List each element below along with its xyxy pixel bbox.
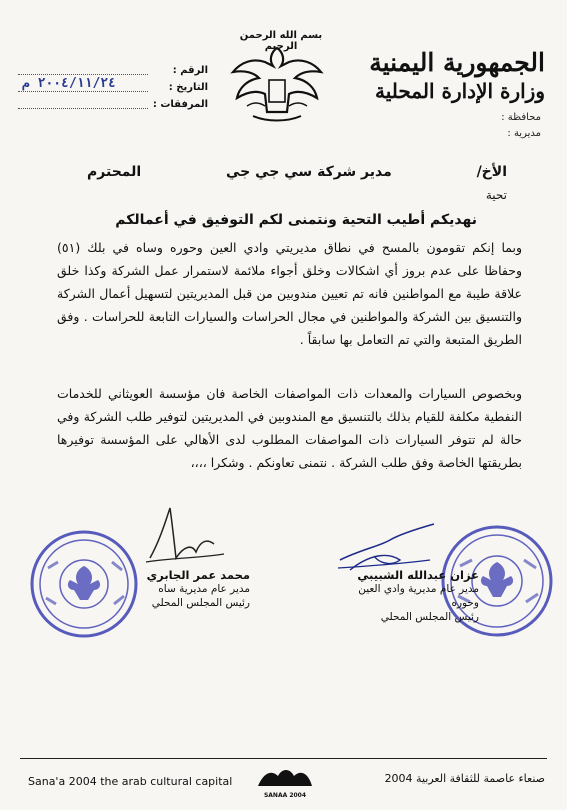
attachments-row bbox=[18, 96, 208, 113]
government-name: الجمهورية اليمنية bbox=[369, 48, 545, 77]
logo-text: SANAA 2004 bbox=[263, 792, 307, 799]
footer-divider bbox=[20, 758, 547, 759]
to-suffix: المحترم bbox=[87, 164, 142, 180]
signatory-right-name: عزان عبدالله الشبيبي bbox=[357, 568, 479, 582]
addressee-line bbox=[87, 164, 507, 180]
to-name: مدير شركة سي جي جي bbox=[226, 164, 392, 180]
greeting: تحية bbox=[485, 188, 507, 202]
letterhead-right bbox=[345, 48, 545, 142]
left-handwritten-signature-icon bbox=[140, 500, 230, 570]
to-prefix: الأخ/ bbox=[476, 164, 507, 180]
footer-left-text: Sana'a 2004 the arab cultural capital bbox=[28, 775, 233, 788]
directorate-label: مديرية : bbox=[507, 128, 541, 139]
sanaa-2004-logo-icon bbox=[250, 764, 320, 800]
signatory-right-role: رئيس المجلس المحلي bbox=[380, 611, 479, 623]
letterhead-left bbox=[18, 62, 208, 113]
ministry-name: وزارة الإدارة المحلية bbox=[375, 79, 545, 103]
signatory-left-title: مدير عام مديرية ساه bbox=[158, 583, 250, 595]
eagle-emblem-icon bbox=[227, 36, 327, 126]
date-row bbox=[18, 76, 208, 96]
date-label: التاريخ : bbox=[168, 82, 208, 93]
signatory-right-title: مدير عام مديرية وادي العين وحوره bbox=[358, 583, 479, 609]
basmala-caption: بسم الله الرحمن الرحيم bbox=[239, 30, 323, 52]
signatory-left-name: محمد عمر الجابري bbox=[146, 568, 250, 582]
ref-label: الرقم : bbox=[172, 65, 208, 76]
body-paragraph-1: وبما إنكم تقومون بالمسح في نطاق مديريتي وادي العين وحوره وساه في بلك (٥١) وحفاظا على عدم بروز أي اشكالات وخلق أجواء ملائمة لاستمرار عمل الشركة وكذا خلق علاقة طيبة مع المواطنين فانه تم تعيين مندوبين من قبل المديريتين لتسهيل أعمال الشركة والتنسيق بين الشركة والمواطنين في مجال الحراسات والسيارات التابعة للحراسات . وفق الطريق المتبعة والتي تم التعامل بها سابقاً . bbox=[57, 240, 522, 347]
attachments-label: المرفقات : bbox=[152, 99, 208, 110]
signature-block-right bbox=[339, 568, 479, 624]
signature-block-left bbox=[110, 568, 250, 610]
date-value: ٢٠٠٤/١١/٢٤ م bbox=[22, 76, 116, 91]
governorate-label: محافظة : bbox=[501, 112, 541, 123]
signatory-left-role: رئيس المجلس المحلي bbox=[151, 597, 250, 609]
opening-line: نهديكم أطيب التحية ونتمنى لكم التوفيق في أعمالكم bbox=[115, 212, 477, 228]
body-paragraph-2: وبخصوص السيارات والمعدات ذات المواصفات الخاصة فان مؤسسة العويثاني للخدمات النفطية مكلفة للقيام بذلك بالتنسيق مع المندوبين في المديريتين لتوفير طلب الشركة وفي حالة لم تتوفر السيارات ذات المواصفات المطلوب لدى الأهالي على المؤسسة توفيرها بطريقتها الخاصة وفق طلب الشركة . نتمنى تعاونكم . وشكرا ،،،، bbox=[57, 386, 522, 470]
footer-right-text: صنعاء عاصمة للثقافة العربية 2004 bbox=[384, 772, 545, 785]
